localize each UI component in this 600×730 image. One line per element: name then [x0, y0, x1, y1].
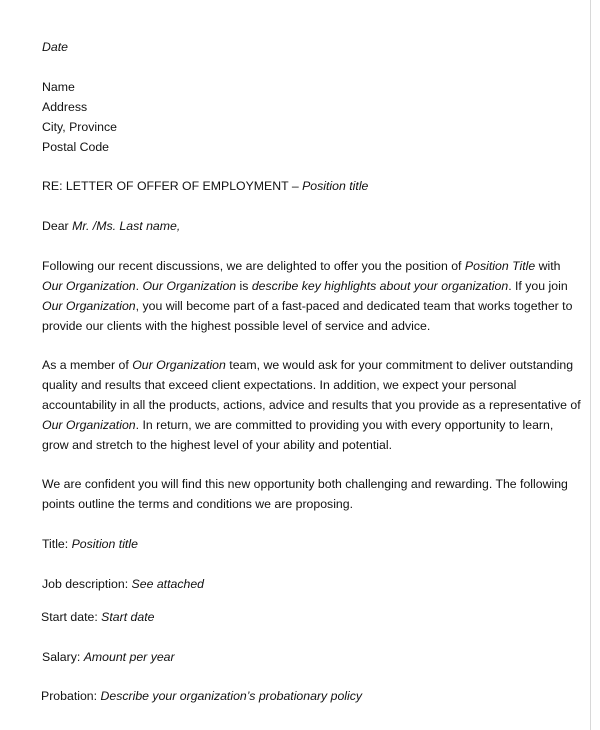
- term-value: Amount per year: [83, 650, 175, 664]
- p2-line-1: [42, 355, 573, 375]
- subject-line: [42, 176, 368, 196]
- salutation: [42, 216, 180, 236]
- salutation-name: Mr. /Ms. Last name,: [72, 219, 181, 233]
- p1-line-4: provide our clients with the highest possible level of service and advice.: [42, 319, 431, 333]
- term-value: Start date: [101, 610, 155, 624]
- text: describe key highlights about your organization: [251, 279, 509, 293]
- term-value: Describe your organization’s probationary policy: [100, 689, 363, 703]
- p2-line-2: quality and results that exceed client expectations. In addition, we expect your personal: [42, 378, 517, 392]
- text: . In return, we are committed to providing you with every opportunity to learn,: [135, 418, 554, 432]
- term-label: Probation:: [41, 689, 101, 703]
- term-label: Salary:: [42, 650, 84, 664]
- text: . If you join: [508, 279, 568, 293]
- recipient-city: City, Province: [42, 120, 117, 134]
- text: Our Organization: [42, 279, 136, 293]
- text: Position Title: [464, 259, 536, 273]
- term-label: Job description:: [42, 577, 132, 591]
- p3-line-2: points outline the terms and conditions we are proposing.: [42, 497, 354, 511]
- term-value: See attached: [131, 577, 205, 591]
- text: , you will become part of a fast-paced and dedicated team that works together to: [135, 299, 573, 313]
- p3-line-1: We are confident you will find this new opportunity both challenging and rewarding. The following: [42, 477, 568, 491]
- date-line: Date: [42, 40, 68, 54]
- text: Our Organization: [42, 418, 136, 432]
- term-value: Position title: [71, 537, 138, 551]
- text: Our Organization: [42, 299, 136, 313]
- text: Our Organization: [142, 279, 237, 293]
- subject-position: Position title: [302, 179, 369, 193]
- recipient-name: Name: [42, 80, 75, 94]
- text: with: [535, 259, 561, 273]
- text: Following our recent discussions, we are delighted to offer you the position of: [42, 259, 465, 273]
- term-job-description: [42, 574, 204, 594]
- text: As a member of: [42, 358, 133, 372]
- p2-line-3: accountability in all the products, actions, advice and results that you provide as a representative of: [42, 398, 581, 412]
- recipient-postal: Postal Code: [42, 140, 109, 154]
- term-start-date: [41, 607, 154, 627]
- term-title: [42, 534, 138, 554]
- text: team, we would ask for your commitment to deliver outstanding: [225, 358, 574, 372]
- p1-line-1: [42, 256, 561, 276]
- term-label: Start date:: [41, 610, 102, 624]
- salutation-prefix: Dear: [42, 219, 73, 233]
- p1-line-3: [42, 296, 572, 316]
- text: Our Organization: [132, 358, 226, 372]
- term-label: Title:: [42, 537, 72, 551]
- text: is: [236, 279, 252, 293]
- term-salary: [42, 647, 175, 667]
- recipient-address: Address: [42, 100, 88, 114]
- subject-prefix: RE: LETTER OF OFFER OF EMPLOYMENT –: [42, 179, 303, 193]
- p2-line-4: [42, 415, 553, 435]
- p2-line-5: grow and stretch to the highest level of your ability and potential.: [42, 438, 392, 452]
- term-probation: [41, 686, 362, 706]
- text: .: [135, 279, 143, 293]
- p1-line-2: [42, 276, 568, 296]
